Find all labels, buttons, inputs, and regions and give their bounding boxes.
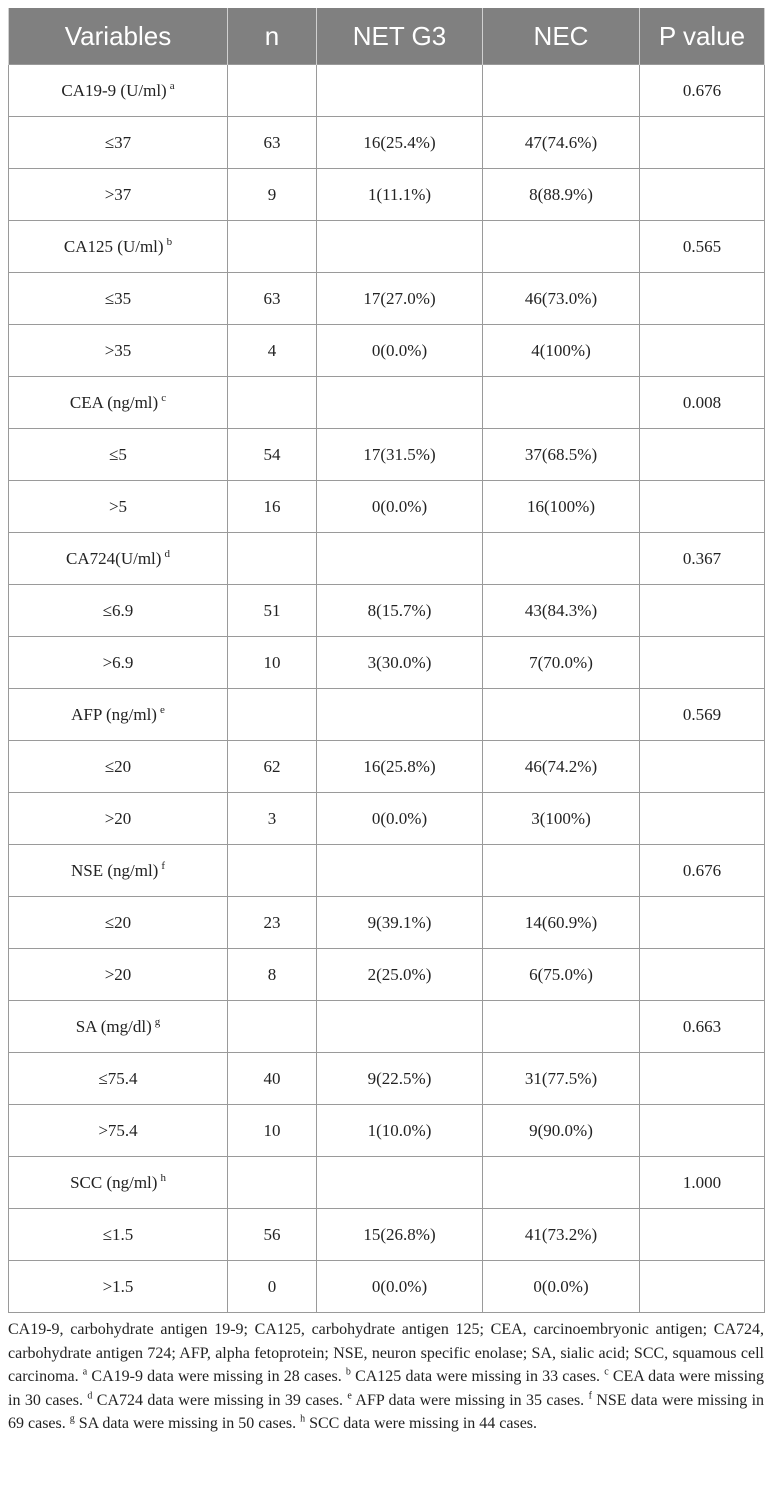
cell-net-g3 xyxy=(317,533,483,585)
cell-p-value xyxy=(640,533,765,585)
cell-n xyxy=(228,897,317,949)
table-row xyxy=(9,741,765,793)
cell-nec xyxy=(483,949,640,1001)
cell-variable-text: ≤20 xyxy=(104,756,132,776)
cell-variable-text: >20 xyxy=(104,808,132,828)
cell-net-g3-text: 0(0.0%) xyxy=(371,340,428,360)
cell-variable-text: ≤75.4 xyxy=(98,1068,138,1088)
cell-p-value xyxy=(640,1053,765,1105)
footnote-note-text: CA724 data were missing in 39 cases. xyxy=(96,1391,344,1409)
cell-p-value xyxy=(640,585,765,637)
cell-variable xyxy=(9,1209,228,1261)
cell-nec xyxy=(483,65,640,117)
cell-p-value-text: 0.565 xyxy=(682,236,722,256)
cell-n-text: 0 xyxy=(267,1276,277,1296)
table-row xyxy=(9,325,765,377)
footnote-note-marker: c xyxy=(604,1366,609,1378)
cell-nec xyxy=(483,1105,640,1157)
cell-n xyxy=(228,845,317,897)
header-p-value: P value xyxy=(640,8,765,65)
cell-n xyxy=(228,1157,317,1209)
header-net-g3: NET G3 xyxy=(317,8,483,65)
cell-net-g3 xyxy=(317,1105,483,1157)
cell-n xyxy=(228,429,317,481)
cell-variable-text: ≤1.5 xyxy=(102,1224,134,1244)
table-row xyxy=(9,637,765,689)
cell-net-g3 xyxy=(317,117,483,169)
cell-nec-text: 4(100%) xyxy=(531,340,591,360)
cell-variable xyxy=(9,325,228,377)
cell-nec-text: 9(90.0%) xyxy=(529,1120,593,1140)
cell-p-value xyxy=(640,897,765,949)
cell-n-text: 10 xyxy=(263,652,281,672)
cell-variable xyxy=(9,637,228,689)
cell-p-value xyxy=(640,637,765,689)
cell-p-value xyxy=(640,377,765,429)
cell-nec xyxy=(483,273,640,325)
data-table xyxy=(8,8,765,1313)
cell-variable xyxy=(9,1001,228,1053)
header-variables: Variables xyxy=(9,8,228,65)
footnote-note-text: CA125 data were missing in 33 cases. xyxy=(355,1368,601,1385)
cell-nec-text: 46(73.0%) xyxy=(524,288,598,308)
table-row xyxy=(9,117,765,169)
cell-variable-text: SCC (ng/ml) xyxy=(70,1172,158,1192)
cell-variable xyxy=(9,585,228,637)
footnote-marker: d xyxy=(164,547,170,560)
cell-n xyxy=(228,1105,317,1157)
cell-n-text: 54 xyxy=(263,444,281,464)
cell-n-text: 63 xyxy=(263,132,281,152)
cell-n xyxy=(228,741,317,793)
cell-n xyxy=(228,585,317,637)
cell-n-text: 3 xyxy=(267,808,277,828)
cell-n-text: 63 xyxy=(263,288,281,308)
cell-n xyxy=(228,949,317,1001)
cell-n-text: 9 xyxy=(267,184,277,204)
cell-net-g3 xyxy=(317,1053,483,1105)
cell-p-value xyxy=(640,845,765,897)
cell-net-g3 xyxy=(317,845,483,897)
cell-variable xyxy=(9,221,228,273)
cell-p-value xyxy=(640,221,765,273)
cell-n xyxy=(228,65,317,117)
cell-p-value-text: 0.569 xyxy=(682,704,722,724)
table-row xyxy=(9,1261,765,1313)
cell-net-g3 xyxy=(317,897,483,949)
cell-variable-text: >35 xyxy=(104,340,132,360)
cell-net-g3-text: 1(10.0%) xyxy=(367,1120,432,1140)
cell-n-text: 10 xyxy=(263,1120,281,1140)
table-row xyxy=(9,65,765,117)
cell-nec-text: 46(74.2%) xyxy=(524,756,598,776)
cell-nec xyxy=(483,377,640,429)
cell-nec xyxy=(483,845,640,897)
cell-net-g3 xyxy=(317,377,483,429)
cell-nec xyxy=(483,741,640,793)
header-n: n xyxy=(228,8,317,65)
cell-p-value xyxy=(640,65,765,117)
cell-nec-text: 43(84.3%) xyxy=(524,600,598,620)
cell-variable xyxy=(9,1261,228,1313)
cell-p-value-text: 0.676 xyxy=(682,860,722,880)
cell-net-g3-text: 0(0.0%) xyxy=(371,1276,428,1296)
cell-p-value xyxy=(640,1001,765,1053)
header-row xyxy=(9,8,765,65)
table-row xyxy=(9,793,765,845)
cell-nec-text: 14(60.9%) xyxy=(524,912,598,932)
cell-n-text: 51 xyxy=(263,600,281,620)
cell-nec-text: 8(88.9%) xyxy=(529,184,593,204)
cell-nec xyxy=(483,481,640,533)
cell-n xyxy=(228,481,317,533)
footnote-marker: f xyxy=(161,859,166,872)
cell-variable-text: >5 xyxy=(108,496,128,516)
cell-net-g3-text: 8(15.7%) xyxy=(367,600,432,620)
cell-nec xyxy=(483,1053,640,1105)
cell-net-g3 xyxy=(317,793,483,845)
cell-nec-text: 3(100%) xyxy=(531,808,591,828)
cell-variable-text: ≤35 xyxy=(104,288,132,308)
cell-net-g3 xyxy=(317,1261,483,1313)
cell-net-g3 xyxy=(317,169,483,221)
cell-p-value-text: 0.663 xyxy=(682,1016,722,1036)
cell-net-g3-text: 17(31.5%) xyxy=(363,444,436,464)
cell-variable xyxy=(9,429,228,481)
footnote-marker: g xyxy=(154,1015,161,1028)
cell-p-value xyxy=(640,1157,765,1209)
cell-n xyxy=(228,325,317,377)
footnote-note-marker: g xyxy=(69,1413,75,1425)
cell-p-value xyxy=(640,117,765,169)
cell-p-value-text: 0.367 xyxy=(682,548,722,568)
table-row xyxy=(9,897,765,949)
cell-nec xyxy=(483,533,640,585)
cell-nec-text: 37(68.5%) xyxy=(524,444,598,464)
cell-nec-text: 31(77.5%) xyxy=(524,1068,598,1088)
cell-n-text: 56 xyxy=(263,1224,281,1244)
cell-net-g3-text: 9(22.5%) xyxy=(367,1068,432,1088)
cell-n-text: 16 xyxy=(263,496,281,516)
footnote-note-marker: f xyxy=(588,1390,592,1402)
cell-nec-text: 0(0.0%) xyxy=(533,1276,589,1296)
cell-nec xyxy=(483,117,640,169)
cell-nec xyxy=(483,689,640,741)
table-row xyxy=(9,845,765,897)
footnote-note-text: NSE data were missing in 69 cases. xyxy=(8,1391,765,1432)
cell-net-g3 xyxy=(317,325,483,377)
cell-variable xyxy=(9,845,228,897)
marker-table xyxy=(8,8,764,1313)
cell-net-g3-text: 17(27.0%) xyxy=(363,288,436,308)
cell-net-g3 xyxy=(317,429,483,481)
cell-n xyxy=(228,1261,317,1313)
cell-nec xyxy=(483,1001,640,1053)
cell-nec-text: 6(75.0%) xyxy=(529,964,593,984)
cell-variable xyxy=(9,949,228,1001)
cell-variable-text: CEA (ng/ml) xyxy=(69,392,159,412)
table-row xyxy=(9,1157,765,1209)
table-row xyxy=(9,221,765,273)
cell-variable-text: ≤6.9 xyxy=(102,600,134,620)
cell-net-g3-text: 1(11.1%) xyxy=(367,184,432,204)
cell-net-g3 xyxy=(317,1001,483,1053)
table-row xyxy=(9,169,765,221)
cell-variable xyxy=(9,533,228,585)
cell-p-value xyxy=(640,689,765,741)
cell-n xyxy=(228,1209,317,1261)
table-footnote xyxy=(8,1318,764,1436)
footnote-marker: a xyxy=(169,79,175,92)
cell-n xyxy=(228,169,317,221)
cell-variable-text: NSE (ng/ml) xyxy=(70,860,159,880)
cell-variable xyxy=(9,65,228,117)
cell-variable xyxy=(9,1105,228,1157)
cell-variable-text: >20 xyxy=(104,964,132,984)
cell-net-g3 xyxy=(317,637,483,689)
cell-p-value xyxy=(640,429,765,481)
cell-variable xyxy=(9,689,228,741)
cell-variable xyxy=(9,117,228,169)
cell-p-value xyxy=(640,169,765,221)
table-row xyxy=(9,533,765,585)
cell-n xyxy=(228,377,317,429)
cell-n-text: 62 xyxy=(263,756,281,776)
cell-n xyxy=(228,273,317,325)
cell-p-value xyxy=(640,1209,765,1261)
cell-nec xyxy=(483,637,640,689)
cell-nec xyxy=(483,221,640,273)
cell-variable-text: CA19-9 (U/ml) xyxy=(61,80,167,100)
cell-n-text: 4 xyxy=(267,340,277,360)
cell-variable-text: ≤20 xyxy=(104,912,132,932)
cell-p-value xyxy=(640,793,765,845)
cell-net-g3 xyxy=(317,481,483,533)
cell-net-g3 xyxy=(317,65,483,117)
table-row xyxy=(9,689,765,741)
cell-nec-text: 47(74.6%) xyxy=(524,132,598,152)
cell-n xyxy=(228,689,317,741)
cell-net-g3-text: 16(25.4%) xyxy=(363,132,436,152)
footnote-marker: b xyxy=(166,235,173,248)
cell-n-text: 8 xyxy=(267,964,277,984)
cell-nec xyxy=(483,1209,640,1261)
cell-p-value xyxy=(640,273,765,325)
cell-n xyxy=(228,221,317,273)
footnote-abbreviations: CA19-9, carbohydrate antigen 19-9; CA125, carbohydrate antigen 125; CEA, carcinoembryonic antigen; CA724, carbohydrate antigen 724; AFP, alpha fetoprotein; NSE, neuron specific enolase; SA, sialic acid; SCC, squamous cell carcinoma. xyxy=(8,1321,764,1385)
cell-nec xyxy=(483,325,640,377)
cell-variable-text: >6.9 xyxy=(102,652,134,672)
cell-p-value xyxy=(640,1261,765,1313)
cell-nec xyxy=(483,169,640,221)
table-body xyxy=(9,65,765,1313)
table-row xyxy=(9,949,765,1001)
cell-p-value-text: 0.676 xyxy=(682,80,722,100)
footnote-missing-notes xyxy=(8,1368,764,1432)
footnote-note-marker: a xyxy=(82,1366,88,1378)
footnote-note-marker: b xyxy=(345,1366,351,1378)
table-row xyxy=(9,1209,765,1261)
cell-p-value xyxy=(640,741,765,793)
footnote-note-marker: d xyxy=(87,1390,93,1402)
footnote-marker: e xyxy=(159,703,165,716)
cell-variable xyxy=(9,1053,228,1105)
cell-variable xyxy=(9,273,228,325)
cell-net-g3-text: 0(0.0%) xyxy=(371,496,428,516)
cell-variable-text: SA (mg/dl) xyxy=(75,1016,152,1036)
cell-n xyxy=(228,1001,317,1053)
table-header xyxy=(9,8,765,65)
cell-nec-text: 16(100%) xyxy=(527,496,595,516)
cell-p-value-text: 1.000 xyxy=(682,1172,722,1192)
cell-p-value xyxy=(640,325,765,377)
cell-nec-text: 7(70.0%) xyxy=(529,652,593,672)
cell-variable-text: >1.5 xyxy=(102,1276,134,1296)
cell-net-g3-text: 9(39.1%) xyxy=(367,912,432,932)
cell-n-text: 23 xyxy=(263,912,281,932)
cell-n xyxy=(228,637,317,689)
cell-p-value xyxy=(640,1105,765,1157)
cell-net-g3 xyxy=(317,221,483,273)
footnote-note-text: SA data were missing in 50 cases. xyxy=(78,1415,297,1432)
cell-nec xyxy=(483,1157,640,1209)
footnote-marker: c xyxy=(161,391,167,404)
cell-nec xyxy=(483,429,640,481)
header-nec: NEC xyxy=(483,8,640,65)
cell-variable xyxy=(9,481,228,533)
cell-nec xyxy=(483,585,640,637)
cell-variable xyxy=(9,1157,228,1209)
table-row xyxy=(9,1001,765,1053)
cell-variable xyxy=(9,793,228,845)
cell-p-value-text: 0.008 xyxy=(682,392,722,412)
cell-nec xyxy=(483,1261,640,1313)
cell-n xyxy=(228,1053,317,1105)
table-row xyxy=(9,429,765,481)
table-row xyxy=(9,1105,765,1157)
cell-variable-text: CA724(U/ml) xyxy=(66,548,162,568)
cell-net-g3-text: 16(25.8%) xyxy=(363,756,436,776)
table-row xyxy=(9,1053,765,1105)
cell-variable xyxy=(9,169,228,221)
cell-net-g3 xyxy=(317,689,483,741)
cell-n xyxy=(228,793,317,845)
table-row xyxy=(9,377,765,429)
cell-net-g3-text: 2(25.0%) xyxy=(367,964,432,984)
cell-variable-text: CA125 (U/ml) xyxy=(63,236,164,256)
cell-n xyxy=(228,117,317,169)
cell-net-g3-text: 0(0.0%) xyxy=(371,808,428,828)
cell-variable xyxy=(9,377,228,429)
cell-net-g3 xyxy=(317,585,483,637)
footnote-note-marker: h xyxy=(300,1413,306,1425)
cell-variable-text: ≤5 xyxy=(109,444,127,464)
cell-variable xyxy=(9,741,228,793)
cell-net-g3 xyxy=(317,1209,483,1261)
cell-nec xyxy=(483,897,640,949)
cell-variable-text: ≤37 xyxy=(104,132,132,152)
cell-variable xyxy=(9,897,228,949)
cell-net-g3 xyxy=(317,1157,483,1209)
cell-n xyxy=(228,533,317,585)
footnote-note-text: AFP data were missing in 35 cases. xyxy=(355,1391,585,1409)
cell-n-text: 40 xyxy=(263,1068,281,1088)
cell-net-g3 xyxy=(317,273,483,325)
table-row xyxy=(9,481,765,533)
cell-variable-text: >75.4 xyxy=(98,1120,138,1140)
footnote-note-marker: e xyxy=(347,1390,352,1402)
cell-variable-text: >37 xyxy=(104,184,132,204)
footnote-note-text: SCC data were missing in 44 cases. xyxy=(309,1415,538,1432)
cell-p-value xyxy=(640,481,765,533)
table-row xyxy=(9,273,765,325)
footnote-note-text: CA19-9 data were missing in 28 cases. xyxy=(91,1368,342,1385)
table-row xyxy=(9,585,765,637)
cell-nec-text: 41(73.2%) xyxy=(524,1224,598,1244)
cell-p-value xyxy=(640,949,765,1001)
cell-net-g3 xyxy=(317,949,483,1001)
cell-net-g3 xyxy=(317,741,483,793)
cell-variable-text: AFP (ng/ml) xyxy=(71,704,157,724)
cell-net-g3-text: 3(30.0%) xyxy=(367,652,432,672)
footnote-note-text: CEA data were missing in 30 cases. xyxy=(8,1368,765,1409)
cell-net-g3-text: 15(26.8%) xyxy=(363,1224,436,1244)
cell-nec xyxy=(483,793,640,845)
footnote-marker: h xyxy=(160,1171,166,1184)
